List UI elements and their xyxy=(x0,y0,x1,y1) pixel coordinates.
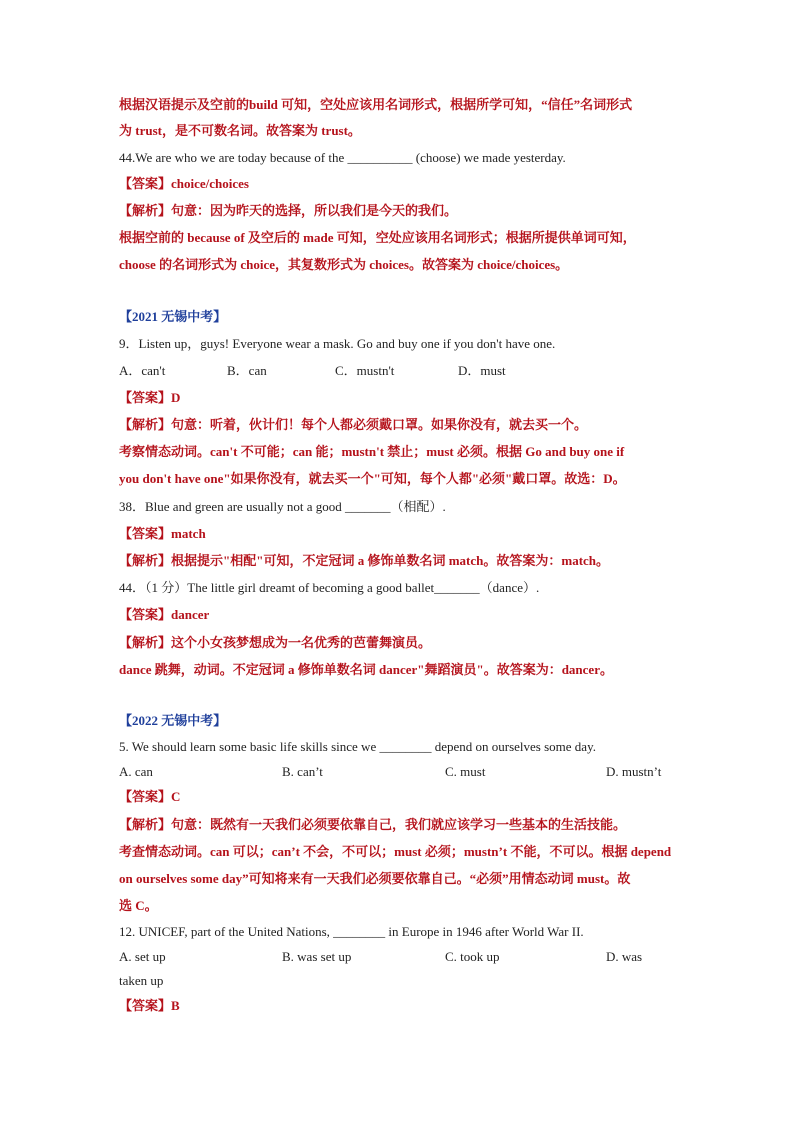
question-9: 9．Listen up，guys! Everyone wear a mask. Go and buy one if you don't have one. xyxy=(119,336,556,351)
answer-label: 【答案】 xyxy=(119,390,172,405)
question-44: 44.We are who we are today because of the __________ (choose) we made yesterday. xyxy=(119,150,566,165)
option-a: A．can't xyxy=(119,363,166,378)
section-title-2022: 【2022 无锡中考】 xyxy=(119,713,227,728)
question-12: 12. UNICEF, part of the United Nations, ________ in Europe in 1946 after World War II. xyxy=(119,924,584,939)
analysis-text: 这个小女孩梦想成为一名优秀的芭蕾舞演员。 xyxy=(171,635,432,650)
answer-label: 【答案】 xyxy=(119,998,172,1013)
analysis-text: 句意：听着，伙计们！每个人都必须戴口罩。如果你没有，就去买一个。 xyxy=(171,417,588,432)
option-c: C. took up xyxy=(445,949,500,964)
option-d: D．must xyxy=(458,363,506,378)
analysis-line: choose 的名词形式为 choice，其复数形式为 choices。故答案为 choice/choices。 xyxy=(119,257,569,272)
analysis-line xyxy=(119,816,626,834)
question-5-options xyxy=(119,763,684,781)
analysis-line: on ourselves some day”可知将来有一天我们必须要依靠自己。“必须”用情态动词 must。故 xyxy=(119,871,631,886)
analysis-label: 【解析】 xyxy=(119,417,172,432)
analysis-label: 【解析】 xyxy=(119,635,172,650)
question-38: 38．Blue and green are usually not a good _______（相配）. xyxy=(119,499,446,514)
option-b: B. was set up xyxy=(282,949,352,964)
option-a: A. can xyxy=(119,764,153,779)
analysis-line: 选 C。 xyxy=(119,898,158,913)
analysis-label: 【解析】 xyxy=(119,553,172,568)
analysis-line xyxy=(119,416,587,434)
question-9-options xyxy=(119,362,684,380)
answer-line xyxy=(119,525,206,543)
answer-label: 【答案】 xyxy=(119,526,172,541)
analysis-line: 根据空前的 because of 及空后的 made 可知，空处应该用名词形式；根据所提供单词可知， xyxy=(119,230,636,245)
analysis-line: 考察情态动词。can't 不可能；can 能；mustn't 禁止；must 必须。根据 Go and buy one if xyxy=(119,444,625,459)
answer-value: B xyxy=(171,998,180,1013)
answer-line xyxy=(119,997,180,1015)
answer-label: 【答案】 xyxy=(119,607,172,622)
analysis-line: 考查情态动词。can 可以；can’t 不会，不可以；must 必须；mustn’t 不能，不可以。根据 depend xyxy=(119,844,672,859)
answer-value: choice/choices xyxy=(171,176,249,191)
analysis-text: 根据提示"相配"可知，不定冠词 a 修饰单数名词 match。故答案为：match。 xyxy=(171,553,610,568)
question-5: 5. We should learn some basic life skills since we ________ depend on ourselves some day. xyxy=(119,739,596,754)
option-b: B. can’t xyxy=(282,764,323,779)
analysis-text: 句意：因为昨天的选择，所以我们是今天的我们。 xyxy=(171,203,458,218)
option-a: A. set up xyxy=(119,949,166,964)
answer-value: dancer xyxy=(171,607,210,622)
answer-label: 【答案】 xyxy=(119,176,172,191)
answer-line xyxy=(119,606,209,624)
option-b: B．can xyxy=(227,363,267,378)
answer-line xyxy=(119,788,180,806)
question-44b: 44．（1 分）The little girl dreamt of becoming a good ballet_______（dance）. xyxy=(119,580,540,595)
option-c: C. must xyxy=(445,764,486,779)
answer-value: D xyxy=(171,390,181,405)
explanation-line: 为 trust，是不可数名词。故答案为 trust。 xyxy=(119,123,361,138)
analysis-line xyxy=(119,634,431,652)
section-title-2021: 【2021 无锡中考】 xyxy=(119,309,227,324)
answer-value: match xyxy=(171,526,206,541)
analysis-text: 句意：既然有一天我们必须要依靠自己，我们就应该学习一些基本的生活技能。 xyxy=(171,817,627,832)
analysis-line: dance 跳舞，动词。不定冠词 a 修饰单数名词 dancer"舞蹈演员"。故答案为：dancer。 xyxy=(119,662,613,677)
analysis-line: you don't have one"如果你没有，就去买一个"可知，每个人都"必须"戴口罩。故选：D。 xyxy=(119,471,626,486)
option-d-wrap: taken up xyxy=(119,973,164,988)
question-12-options xyxy=(119,948,684,966)
option-d: D. was xyxy=(606,949,643,964)
answer-label: 【答案】 xyxy=(119,789,172,804)
analysis-label: 【解析】 xyxy=(119,203,172,218)
analysis-label: 【解析】 xyxy=(119,817,172,832)
analysis-line xyxy=(119,552,609,570)
analysis-line xyxy=(119,202,457,220)
answer-line xyxy=(119,389,180,407)
explanation-line: 根据汉语提示及空前的build 可知，空处应该用名词形式，根据所学可知，“信任”名词形式 xyxy=(119,97,633,112)
answer-line xyxy=(119,175,249,193)
answer-value: C xyxy=(171,789,181,804)
option-c: C．mustn't xyxy=(335,363,395,378)
option-d: D. mustn’t xyxy=(606,764,662,779)
